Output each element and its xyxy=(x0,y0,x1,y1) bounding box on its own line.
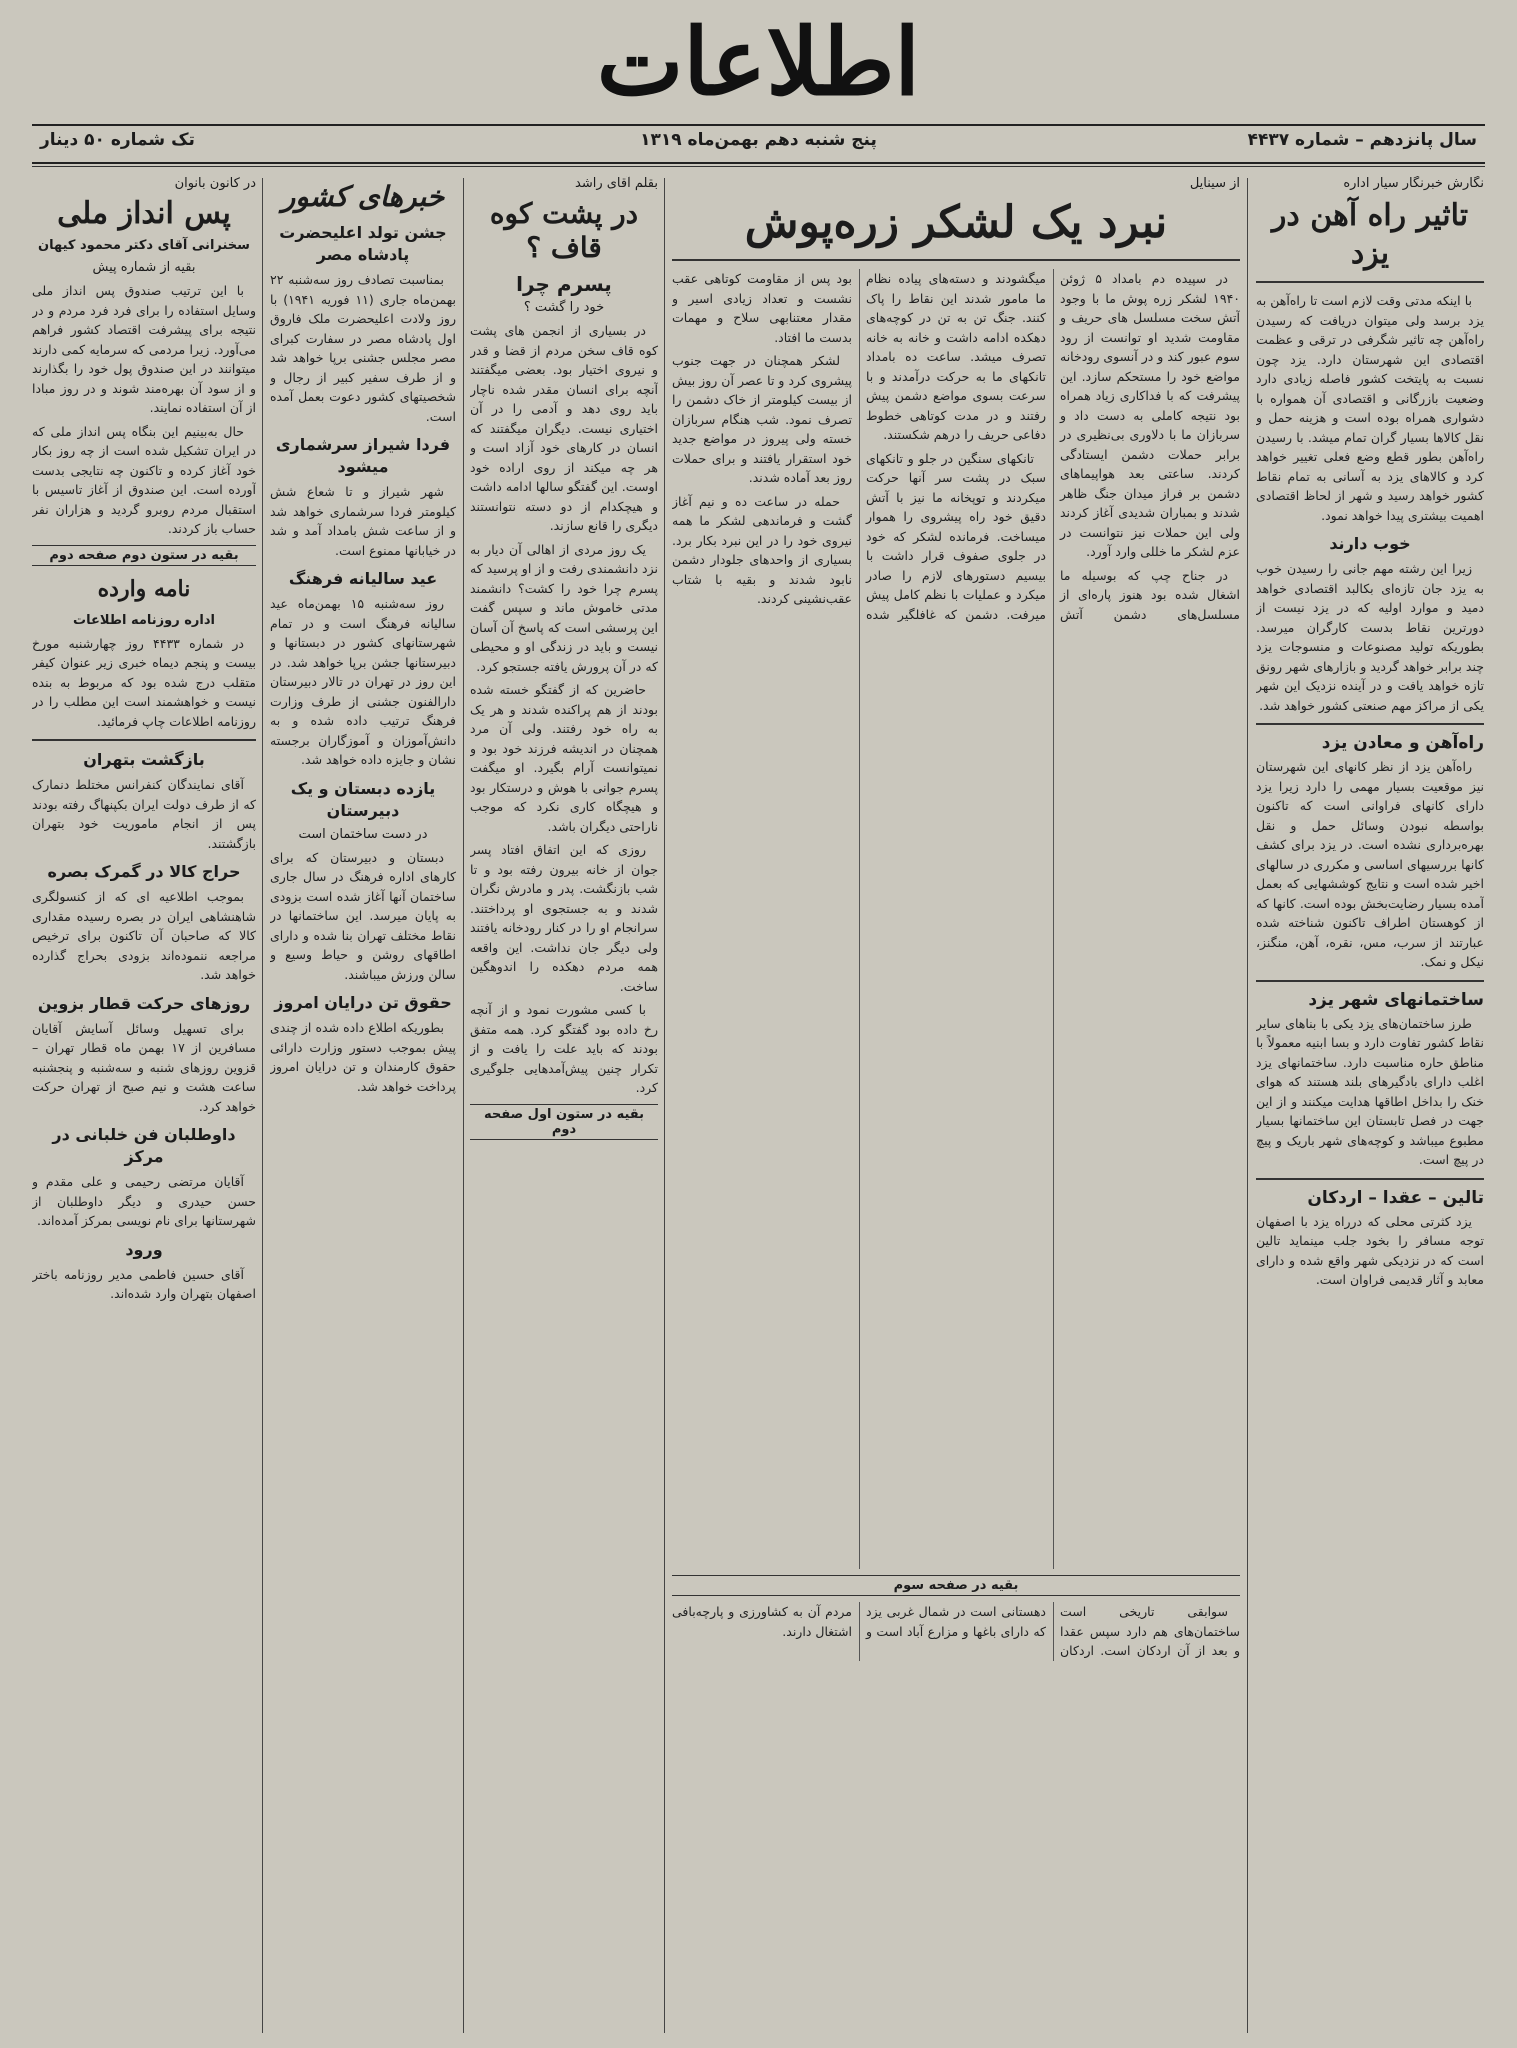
column-divider xyxy=(262,178,263,2033)
news-heading: بازگشت بتهران xyxy=(83,750,205,769)
byline: از سینایل xyxy=(1189,176,1240,191)
news-heading: داوطلبان فن خلبانی در مرکز xyxy=(52,1125,236,1166)
subheading: پسرم چرا xyxy=(516,272,612,296)
byline: بقلم آقای راشد xyxy=(575,176,658,191)
news-heading: حقوق تن درایان امروز xyxy=(274,993,452,1012)
subheading: خوب دارند xyxy=(1329,534,1411,553)
headline: پس انداز ملی xyxy=(57,196,231,231)
news-subheading: در دست ساختمان است xyxy=(298,826,428,842)
article-body: در سپیده دم بامداد ۵ ژوئن ۱۹۴۰ لشکر زره پوش ما با وجود آتش سخت مسلسل های حریف و مقاومت شدید او توانست از رود سوم عبور کند و در آنسوی رودخانه مواضع خود را مستحکم سازد. این پیشرفت که با فداکاری زیاد همراه بود نتیجه کاملی به دست داد و سربازان ما با دلاوری بی‌نظیری در برابر حملات دشمن ایستادگی کردند. ساعتی بعد هواپیماهای دشمن بر فراز میدان جنگ ظاهر شدند و بمباران شدیدی آغاز کردند ولی این حملات نیز نتوانست در عزم لشکر ما خللی وارد آورد. در جناح چپ که بوسیله ما اشغال شده بود هنوز پاره‌ای از مسلسل‌های دشمن آتش میگشودند و دسته‌های پیاده نظام ما مامور شدند این نقاط را پاک کنند. جنگ تن به تن در کوچه‌های دهکده ادامه داشت و خانه به خانه تصرف میشد. ساعت ده بامداد تانکهای ما به حرکت درآمدند و با سرعت بسوی مواضع دشمن پیش رفتند و در مدت کوتاهی خطوط دفاعی حریف را درهم شکستند. تانکهای سنگین در جلو و تانکهای سبک در پشت سر آنها حرکت میکردند و توپخانه ما نیز با آتش دقیق خود راه پیشروی را هموار میساخت. فرمانده لشکر که خود در جلوی صفوف قرار داشت با بیسیم دستورهای لازم را صادر میکرد و عملیات با نظم کامل پیش میرفت. دشمن که غافلگیر شده بود پس از مقاومت کوتاهی عقب نشست و تعداد زیادی اسیر و مقدار معتنابهی سلاح و مهمات بدست ما افتاد. لشکر همچنان در جهت جنوب پیشروی کرد و تا عصر آن روز بیش از بیست کیلومتر از خاک دشمن را تصرف نمود. شب هنگام سربازان خسته ولی پیروز در مواضع جدید خود استقرار یافتند و برای حملات روز بعد آماده شدند. حمله در ساعت ده و نیم آغاز گشت و فرماندهی لشکر ما همه نیروی خود را در این نبرد بکار برد. بسیاری از واحدهای جلودار دشمن نابود شدند و بقیه با شتاب عقب‌نشینی کردند. xyxy=(672,271,1240,622)
news-heading: ورود xyxy=(125,1239,163,1259)
domestic-news: خبرهای کشور جشن تولد اعلیحضرت پادشاه مصر بمناسبت تصادف روز سه‌شنبه ۲۲ بهمن‌ماه جاری (۱۱ فوریه ۱۹۴۱) با روز ولادت اعلیحضرت ملک فاروق اول پادشاه مصر در سفارت کبرای مصر مجلس جشنی برپا خواهد شد و از طرف سفیر کبیر از رجال و شخصیتهای کشور دعوت بعمل آمده است. فردا شیراز سرشماری میشود شهر شیراز و تا شعاع شش کیلومتر فردا سرشماری خواهد شد و از ساعت شش بامداد آمد و شد در خیابانها ممنوع است. عید سالیانه فرهنگ روز سه‌شنبه ۱۵ بهمن‌ماه عید سالیانه فرهنگ است و در تمام شهرستانهای کشور در دبستانها و دبیرستانها جشن برپا خواهد شد. در این روز در تهران در تالار دبیرستان دارالفنون جشنی از طرف وزارت فرهنگ ترتیب داده شده و به دانش‌آموزان و آموزگاران برجسته نشان و جایزه داده خواهد شد. یازده دبستان و یک دبیرستان در دست ساختمان است دبستان و دبیرستان که برای کارهای اداره فرهنگ در سال جاری ساختمان آنها آغاز شده است بزودی به پایان میرسد. این ساختمانها در نقاط مختلف تهران بنا شده و دارای اطاقهای روشن و حیاط وسیع و سالن ورزش میباشند. حقوق تن درایان امروز بطوریکه اطلاع داده شده از چندی پیش بموجب دستور وزارت دارائی حقوق کارمندان و تن درایان امروز پرداخت خواهد شد. xyxy=(270,180,456,1094)
dateline-rule-bottom xyxy=(32,166,1485,167)
subheading: بقیه از شماره پیش xyxy=(92,260,196,275)
subheading: اداره روزنامه اطلاعات xyxy=(73,612,215,628)
newspaper-logo: اطلاعات xyxy=(596,8,920,116)
issue-number: سال پانزدهم – شماره ۴۴۳۷ xyxy=(1247,130,1477,150)
news-heading: حراج کالا در گمرک بصره xyxy=(47,862,241,881)
section-heading: نامه وارده xyxy=(97,575,191,602)
continuation-note: بقیه در صفحه سوم xyxy=(672,1575,1240,1596)
dateline xyxy=(40,130,1477,156)
issue-price: تک شماره ۵۰ دینار xyxy=(40,130,195,150)
headline: در پشت کوه قاف ؟ xyxy=(489,197,639,264)
dateline-rule-top xyxy=(32,162,1485,164)
article-body: با اینکه مدتی وقت لازم است تا راه‌آهن به یزد برسد ولی میتوان دریافت که رسیدن راه‌آهن چه تاثیر شگرفی در ترقی و عظمت اقتصادی این شهرستان دارد. یزد چون نسبت به پایتخت کشور فاصله زیادی دارد وضعیت بازرگانی و اقتصادی آن همواره با دشواری همراه بوده است و هزینه حمل و نقل کالاها بسیار گران تمام میشد. با رسیدن راه‌آهن بطور قطع وضع فعلی تغییر خواهد کرد و کالاهای یزد به آسانی به تمام نقاط کشور خواهد رسید و شهر از لحاظ اقتصادی اهمیت بیشتری پیدا خواهد نمود. xyxy=(1256,293,1484,523)
news-heading: یازده دبستان و یک دبیرستان xyxy=(290,778,436,820)
article-body: در بسیاری از انجمن های پشت کوه قاف سخن مردم از قضا و قدر و نیروی اختیار بود. بعضی میگفتند آنچه برای انسان مقدر شده ناچار باید روی دهد و آدمی را در آن اختیاری نیست. دیگران میگفتند که انسان در کارهای خود آزاد است و هر چه میکند از روی اراده خود اوست. این گفتگو سالها ادامه داشت و هیچکدام از دو دسته نتوانستند دیگری را قانع سازند. یک روز مردی از اهالی آن دیار به نزد دانشمندی رفت و از او پرسید که پسرم چرا خود را کشت؟ دانشمند مدتی خاموش ماند و سپس گفت این پرسشی است که پاسخ آن آسان نیست و باید در زندگی او و محیطی که در آن پرورش یافته جستجو کرد. حاضرین که از گفتگو خسته شده بودند از هم پراکنده شدند و هر یک به راه خود رفتند. ولی آن مرد همچنان در اندیشه فرزند خود بود و نمیتوانست آرام بگیرد. او میگفت پسرم جوانی با هوش و درستکار بود و هیچگاه کاری نکرد که موجب ناراحتی دیگران باشد. روزی که این اتفاق افتاد پسر جوان از خانه بیرون رفته بود و تا شب بازنگشت. پدر و مادرش نگران شدند و به جستجوی او پرداختند. سرانجام او را در کنار رودخانه یافتند ولی دیگر جان نداشت. این واقعه همه مردم دهکده را اندوهگین ساخت. با کسی مشورت نمود و از آنچه رخ داده بود گفتگو کرد. همه متفق بودند که باید علت را یافت و از تکرار چنین پیش‌آمدهایی جلوگیری کرد. xyxy=(470,323,658,1095)
column-divider xyxy=(664,178,665,2033)
headline: تاثیر راه آهن در یزد xyxy=(1271,198,1469,271)
news-heading: روزهای حرکت قطار بزوین xyxy=(37,993,251,1013)
news-heading: فردا شیراز سرشماری میشود xyxy=(275,435,451,476)
section-heading: تالین – عقدا – اردکان xyxy=(1307,1187,1484,1208)
byline: در کانون بانوان xyxy=(174,176,256,191)
issue-date: پنج شنبه دهم بهمن‌ماه ۱۳۱۹ xyxy=(640,130,877,150)
subheading: خود را گشت ؟ xyxy=(523,300,605,315)
news-heading: عید سالیانه فرهنگ xyxy=(288,569,438,588)
section-heading: راه‌آهن و معادن یزد xyxy=(1321,733,1484,753)
news-heading: جشن تولد اعلیحضرت پادشاه مصر xyxy=(279,223,447,264)
section-heading: ساختمانهای شهر یزد xyxy=(1308,989,1484,1010)
women-center-column: در کانون بانوان پس انداز ملی سخنرانی آقای دکتر محمود کیهان بقیه از شماره پیش با این ترتیب صندوق پس انداز ملی وسایل استفاده را برای فرد فرد مردم و در نتیجه برای پیشرفت اقتصاد کشور فراهم می‌آورد. زیرا مردمی که سرمایه کمی دارند میتوانند در این صندوق پول خود را بگذارند و از سود آن بهره‌مند شوند و در روز مبادا از آن استفاده نمایند. حال به‌بینیم این بنگاه پس انداز ملی که در ایران تشکیل شده است از چه روز بکار خود آغاز کرده و تاکنون چه نتایجی بدست آورده است. این صندوق از آغاز تاسیس با استقبال مردم روبرو گردید و هزاران نفر حساب باز کردند. بقیه در ستون دوم صفحه دوم نامه وارده اداره روزنامه اطلاعات در شماره ۴۴۳۳ روز چهارشنبه مورخ بیست و پنجم دیماه خبری زیر عنوان کیفر متقلب درج شده بود که مربوط به بنده نیست و خواهشمند است این مطلب را در روزنامه اطلاعات چاپ فرمائید. بازگشت بتهران آقای نمایندگان کنفرانس مختلط دنمارک که از طرف دولت ایران بکپنهاگ رفته بودند پس از انجام ماموریت خود بتهران بازگشتند. حراج کالا در گمرک بصره بموجب اطلاعیه ای که از کنسولگری شاهنشاهی ایران در بصره رسیده مقداری کالا که صاحبان آن تاکنون برای ترخیص مراجعه ننموده‌اند بزودی بحراج گذارده خواهد شد. روزهای حرکت قطار بزوین برای تسهیل وسائل آسایش آقایان مسافرین از ۱۷ بهمن ماه قطار تهران – قزوین روزهای شنبه و سه‌شنبه و پنجشنبه ساعت هشت و نیم صبح از تهران حرکت خواهد کرد. داوطلبان فن خلبانی در مرکز آقایان مرتضی رحیمی و علی مقدم و حسن حیدری و دیگر داوطلبان از شهرستانها برای نام نویسی بمرکز آمده‌اند. ورود آقای حسین فاطمی مدیر روزنامه باختر اصفهان بتهران وارد شده‌اند. xyxy=(32,176,256,1301)
continuation-note: بقیه در ستون اول صفحه دوم xyxy=(470,1104,658,1140)
headline: نبرد یک لشکر زره‌پوش xyxy=(744,197,1168,248)
column-divider xyxy=(1247,178,1248,2033)
masthead-rule xyxy=(32,124,1485,126)
column-divider xyxy=(463,178,464,2033)
article-body: سوابقی تاریخی است ساختمان‌های هم دارد سپس عقدا و بعد از آن اردکان است. اردکان دهستانی است در شمال غربی یزد که دارای باغها و مزارع آباد است و مردم آن به کشاورزی و پارچه‌بافی اشتغال دارند. xyxy=(672,1604,1240,1658)
section-title: خبرهای کشور xyxy=(281,180,445,213)
article-armored-division xyxy=(672,176,1240,2036)
article-railway-yazd: نگارش خبرنگار سیار اداره تاثیر راه آهن در یزد با اینکه مدتی وقت لازم است تا راه‌آهن به یزد برسد ولی میتوان دریافت که رسیدن راه‌آهن چه تاثیر شگرفی در ترقی و عظمت اقتصادی این شهرستان دارد. یزد چون نسبت به پایتخت کشور فاصله زیادی دارد وضعیت بازرگانی و اقتصادی آن همواره با دشواری همراه بوده است و هزینه حمل و نقل کالاها بسیار گران تمام میشد. با رسیدن راه‌آهن بطور قطع وضع فعلی تغییر خواهد کرد و کالاهای یزد به آسانی به تمام نقاط کشور خواهد رسید و شهر از لحاظ اقتصادی اهمیت بیشتری پیدا خواهد نمود. خوب دارند زیرا این رشته مهم جانی را رسیدن خوب به یزد جان تازه‌ای بکالبد اقتصادی خواهد دمید و موارد اولیه که در یزد نیست از دورترین نقاط بدست کارگران میرسد. بطوریکه تولید مصنوعات و منسوجات یزد چند برابر خواهد گردید و بازارهای شهر رونق تازه خواهد یافت و در آینده نزدیک این شهر یکی از مراکز مهم صنعتی کشور خواهد شد. راه‌آهن و معادن یزد راه‌آهن یزد از نظر کانهای این شهرستان نیز موقعیت بسیار مهمی را دارد زیرا یزد دارای کانهای فراوانی است که تاکنون بواسطه نبودن وسائل حمل و نقل بهره‌برداری نشده است. در یزد برای کشف کانها بررسیهای اساسی و مکرری در سالهای اخیر شده است و نتایج کوششهایی که بعمل آمده بسیار رضایت‌بخش بوده است. کانها که از کوهستان اطراف تاکنون شناخته شده عبارتند از سرب، مس، نقره، آهن، منگنز، نیکل و نمک. ساختمانهای شهر یزد طرز ساختمان‌های یزد یکی با بناهای سایر نقاط کشور تفاوت دارد و بسا ابنیه معمولاً با مناطق حاره مناسبت دارد. ساختمانهای یزد اغلب دارای بادگیرهای بلند هستند که هوای خنک را بداخل اطاقها هدایت میکنند و از این جهت در فصل تابستان این ساختمانها بسیار مطبوع میباشد و کوچه‌های شهر باریک و پیچ در پیچ است. تالین – عقدا – اردکان یزد کثرتی محلی که درراه یزد با اصفهان توجه مسافر را بخود جلب مینماید تالین است که در نزدیکی شهر واقع شده و دارای معابد و آثار قدیمی فراوان است. xyxy=(1256,176,1484,1287)
byline: نگارش خبرنگار سیار اداره xyxy=(1343,176,1484,191)
article-behind-qaf xyxy=(470,176,658,2036)
masthead xyxy=(0,0,1517,130)
continuation-note: بقیه در ستون دوم صفحه دوم xyxy=(32,545,256,566)
subheading: سخنرانی آقای دکتر محمود کیهان xyxy=(38,238,250,253)
